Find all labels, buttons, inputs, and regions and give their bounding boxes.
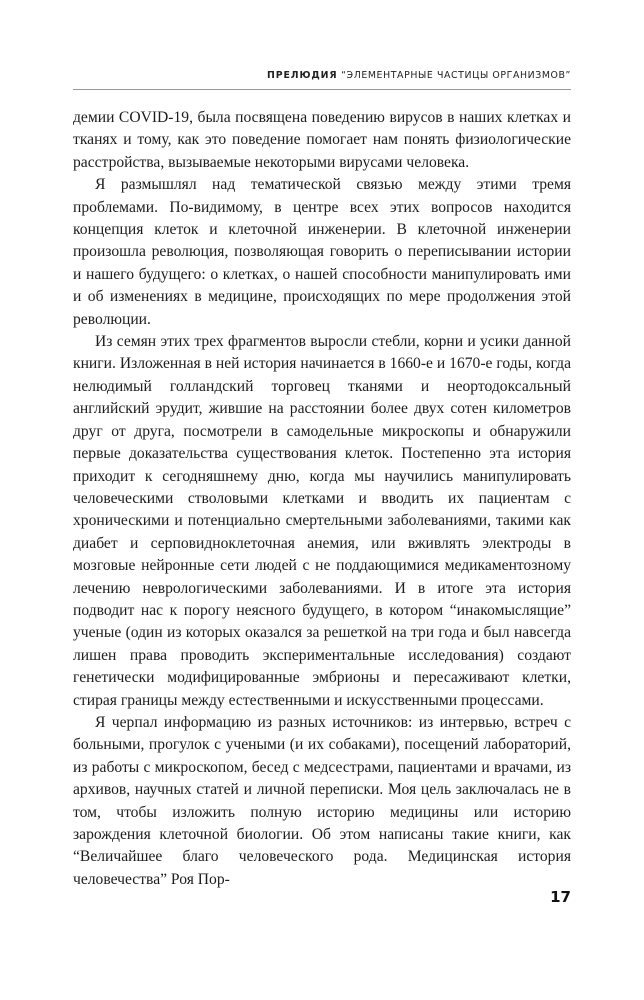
paragraph-2: Я размышлял над тематической связью между этими тремя проблемами. По-видимому, в центре всех этих вопросов находится концепция клеток и клеточной инженерии. В клеточной инженерии произошла революция, позволяющая говорить о переписывании истории и нашего будущего: о клетках, о нашей способности манипулировать ими и об изменениях в медицине, происходящих по мере продолжения этой революции. <box>73 176 571 328</box>
running-header-title: “ЭЛЕМЕНТАРНЫЕ ЧАСТИЦЫ ОРГАНИЗМОВ” <box>341 70 571 81</box>
paragraph-1: демии COVID-19, была посвящена поведению вирусов в наших клетках и тканях и тому, как это поведение помогает нам понять физиологические расстройства, вызываемые некоторыми вирусами человека. <box>73 109 571 171</box>
paragraph-3: Из семян этих трех фрагментов выросли стебли, корни и усики данной книги. Изложенная в ней история начинается в 1660-е и 1670-е годы, когда нелюдимый голландский торговец тканями и неортодоксальный английский эрудит, жившие на расстоянии более двух сотен километров друг от друга, посмотрели в самодельные микроскопы и обнаружили первые доказательства существования клеток. Постепенно эта история приходит к сегодняшнему дню, когда мы научились манипулировать человеческими стволовыми клетками и вводить их пациентам с хроническими и потенциально смертельными заболеваниями, такими как диабет и серповидноклеточная анемия, или вживлять электроды в мозговые нейронные сети людей с не поддающимися медикаментозному лечению неврологическими заболеваниями. И в итоге эта история подводит нас к порогу неясного будущего, в котором “инакомыслящие” ученые (один из которых оказался за решеткой на три года и был навсегда лишен права проводить экспериментальные исследования) создают генетически модифицированные эмбрионы и пересаживают клетки, стирая границы между естественными и искусственными процессами. <box>73 333 571 709</box>
paragraph-4: Я черпал информацию из разных источников: из интервью, встреч с больными, прогулок с учеными (и их собаками), посещений лабораторий, из работы с микроскопом, бесед с медсестрами, пациентами и врачами, из архивов, научных статей и личной переписки. Моя цель заключалась не в том, чтобы изложить полную историю медицины или историю зарождения клеточной биологии. Об этом написаны такие книги, как “Величайшее благо человеческого рода. Медицинская история человечества” Роя Пор- <box>73 713 571 888</box>
body-text <box>73 107 571 891</box>
running-header-label: ПРЕЛЮДИЯ <box>266 70 338 81</box>
running-header <box>267 70 571 81</box>
header-divider <box>73 89 571 90</box>
page-number: 17 <box>550 888 571 906</box>
